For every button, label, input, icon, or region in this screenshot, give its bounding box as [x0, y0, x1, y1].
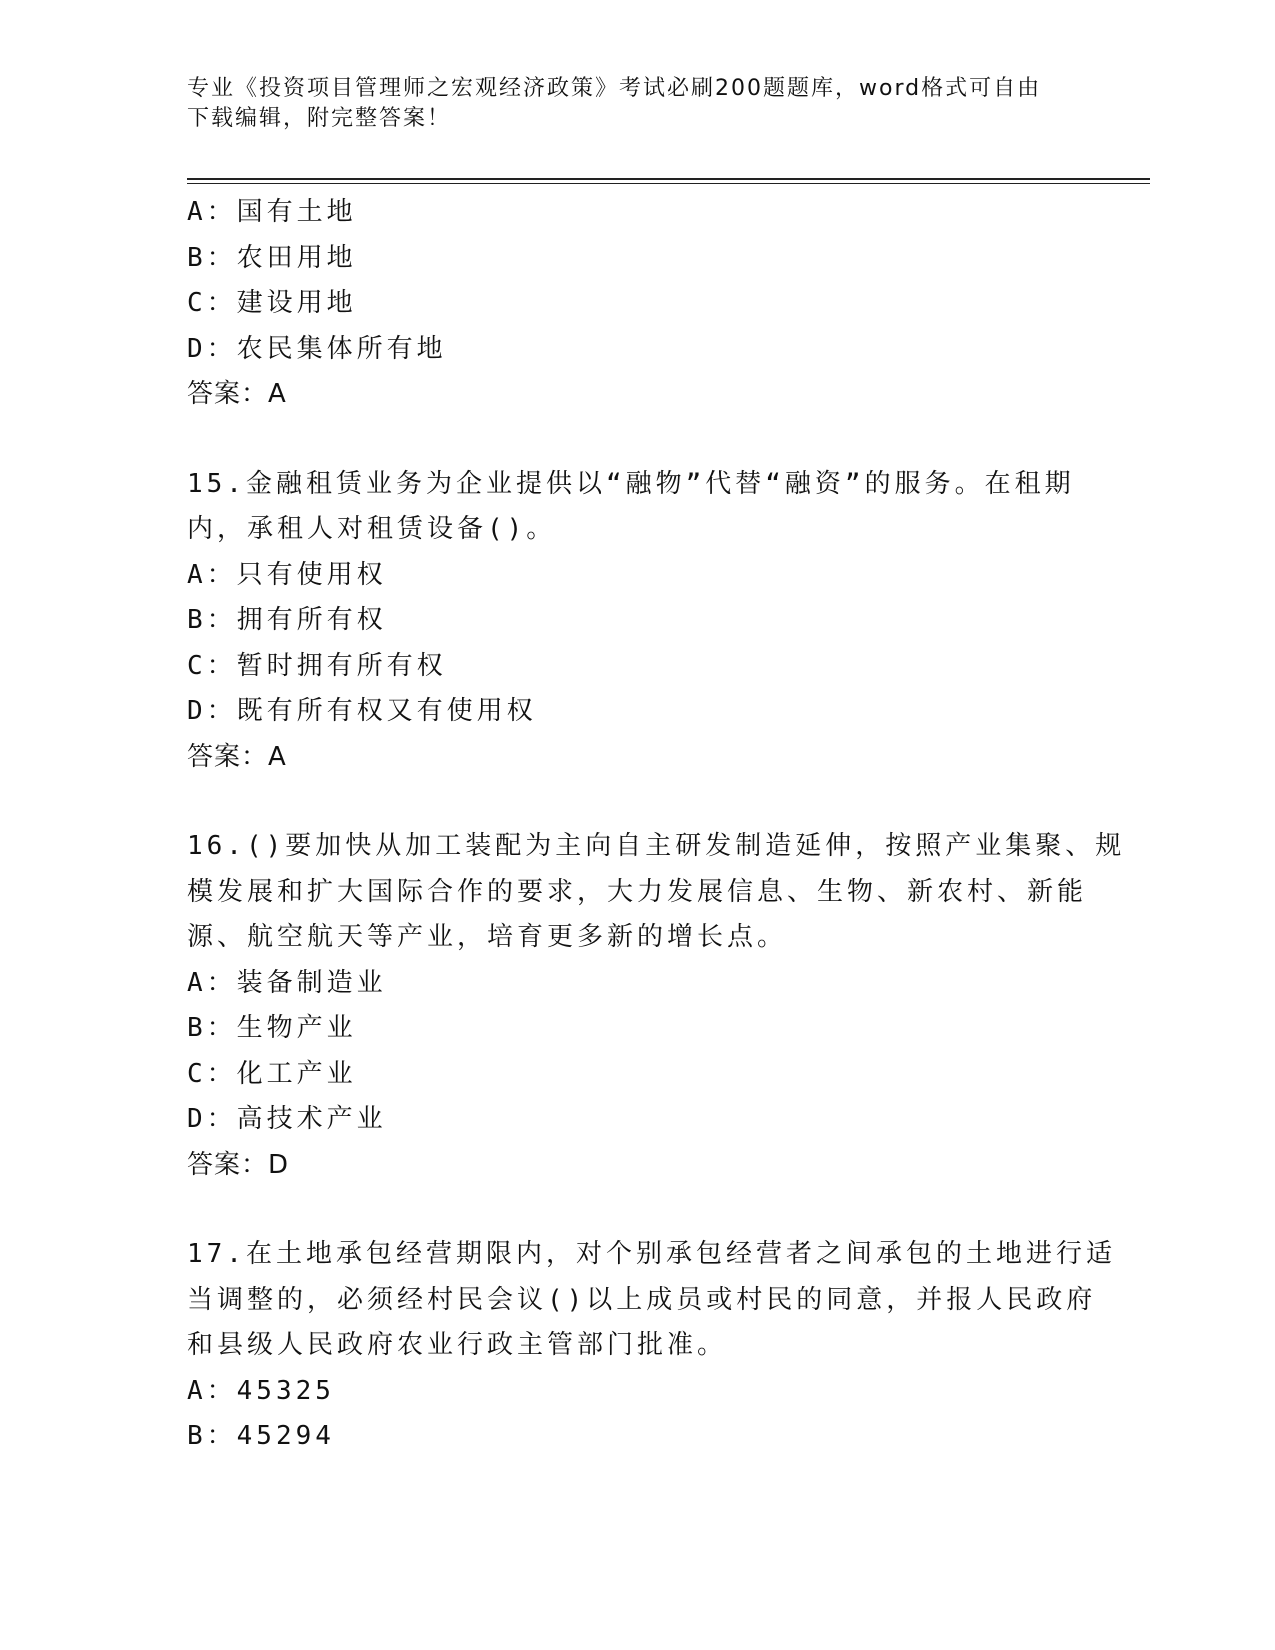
question-16 — [187, 824, 1126, 1188]
answer-line: 答案：A — [187, 741, 287, 772]
option-d: D：农民集体所有地 — [187, 333, 447, 364]
question-stem-line: 模发展和扩大国际合作的要求，大力发展信息、生物、新农村、新能 — [187, 876, 1088, 907]
question-list — [187, 190, 1126, 1460]
option-d: D：既有所有权又有使用权 — [187, 696, 537, 726]
option-a: A：只有使用权 — [187, 559, 387, 590]
question-stem-line: 当调整的，必须经村民会议()以上成员或村民的同意，并报人民政府 — [187, 1284, 1097, 1315]
question-stem-line: 和县级人民政府农业行政主管部门批准。 — [187, 1330, 728, 1360]
option-c: C：建设用地 — [187, 288, 357, 318]
document-header — [187, 74, 1087, 134]
header-line-2: 下载编辑，附完整答案！ — [187, 106, 452, 131]
option-a: A：45325 — [187, 1375, 335, 1406]
question-stem-line: 15.金融租赁业务为企业提供以“融物”代替“融资”的服务。在租期 — [187, 468, 1075, 499]
option-b: B：生物产业 — [187, 1013, 357, 1043]
question-stem-line: 17.在土地承包经营期限内，对个别承包经营者之间承包的土地进行适 — [187, 1239, 1116, 1269]
option-b: B：农田用地 — [187, 242, 357, 273]
question-stem-line: 16.()要加快从加工装配为主向自主研发制造延伸，按照产业集聚、规 — [187, 831, 1126, 861]
question-stem-line: 内，承租人对租赁设备()。 — [187, 514, 557, 544]
question-stem-line: 源、航空航天等产业，培育更多新的增长点。 — [187, 922, 788, 952]
header-rule-thick — [187, 178, 1150, 180]
option-b: B：45294 — [187, 1421, 335, 1451]
option-d: D：高技术产业 — [187, 1104, 387, 1134]
question-14 — [187, 190, 1087, 418]
question-15 — [187, 462, 1087, 781]
answer-line: 答案：D — [187, 1149, 290, 1180]
option-c: C：暂时拥有所有权 — [187, 650, 447, 681]
option-c: C：化工产业 — [187, 1058, 357, 1089]
option-a: A：国有土地 — [187, 197, 357, 227]
question-17 — [187, 1232, 1116, 1460]
answer-line: 答案：A — [187, 379, 287, 409]
header-rule-thin — [187, 183, 1150, 184]
option-a: A：装备制造业 — [187, 967, 387, 998]
option-b: B：拥有所有权 — [187, 605, 387, 635]
header-line-1: 专业《投资项目管理师之宏观经济政策》考试必刷200题题库，word格式可自由 — [187, 76, 1042, 101]
